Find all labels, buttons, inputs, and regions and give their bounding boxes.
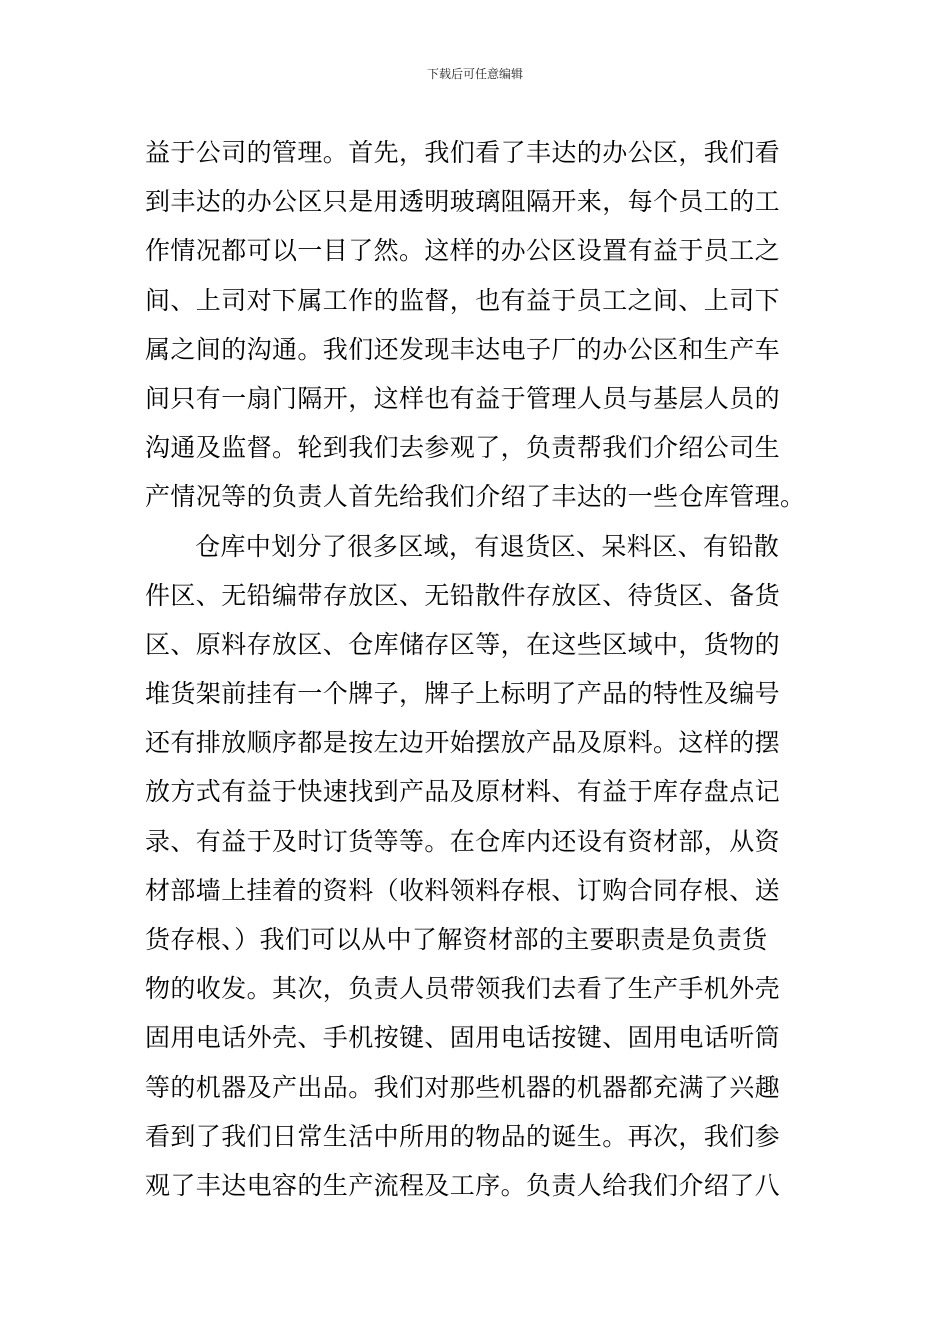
text-line: 属之间的沟通。我们还发现丰达电子厂的办公区和生产车 [145,334,781,364]
text-line: 益于公司的管理。首先，我们看了丰达的办公区，我们看 [145,138,781,167]
text-line: 件区、无铅编带存放区、无铅散件存放区、待货区、备货 [145,580,781,610]
text-line: 等的机器及产出品。我们对那些机器的机器都充满了兴趣 [145,1072,781,1102]
text-line: 观了丰达电容的生产流程及工序。负责人给我们介绍了八 [145,1170,781,1200]
paragraph-start-line: 仓库中划分了很多区域，有退货区、呆料区、有铅散 [195,531,780,561]
text-line: 还有排放顺序都是按左边开始摆放产品及原料。这样的摆 [145,728,781,758]
document-body [145,128,810,1210]
text-line: 物的收发。其次，负责人员带领我们去看了生产手机外壳 [145,974,781,1004]
text-line: 放方式有益于快速找到产品及原材料、有益于库存盘点记 [145,777,781,807]
page-header-note: 下载后可任意编辑 [426,67,523,81]
text-line: 产情况等的负责人首先给我们介绍了丰达的一些仓库管理。 [145,482,806,512]
text-line: 到丰达的办公区只是用透明玻璃阻隔开来，每个员工的工 [145,187,781,217]
text-line: 录、有益于及时订货等等。在仓库内还设有资材部，从资 [145,826,781,856]
text-line: 材部墙上挂着的资料（收料领料存根、订购合同存根、送 [145,875,781,905]
text-line: 固用电话外壳、手机按键、固用电话按键、固用电话听筒 [145,1023,781,1053]
text-line: 看到了我们日常生活中所用的物品的诞生。再次，我们参 [145,1121,781,1151]
text-line: 堆货架前挂有一个牌子，牌子上标明了产品的特性及编号 [145,679,781,709]
text-line: 间、上司对下属工作的监督，也有益于员工之间、上司下 [145,285,781,315]
text-line: 作情况都可以一目了然。这样的办公区设置有益于员工之 [145,236,781,266]
text-line: 货存根、）我们可以从中了解资材部的主要职责是负责货 [145,925,768,954]
text-line: 区、原料存放区、仓库储存区等，在这些区域中，货物的 [145,629,781,659]
text-line: 沟通及监督。轮到我们去参观了，负责帮我们介绍公司生 [145,433,781,463]
text-line: 间只有一扇门隔开，这样也有益于管理人员与基层人员的 [145,383,781,413]
